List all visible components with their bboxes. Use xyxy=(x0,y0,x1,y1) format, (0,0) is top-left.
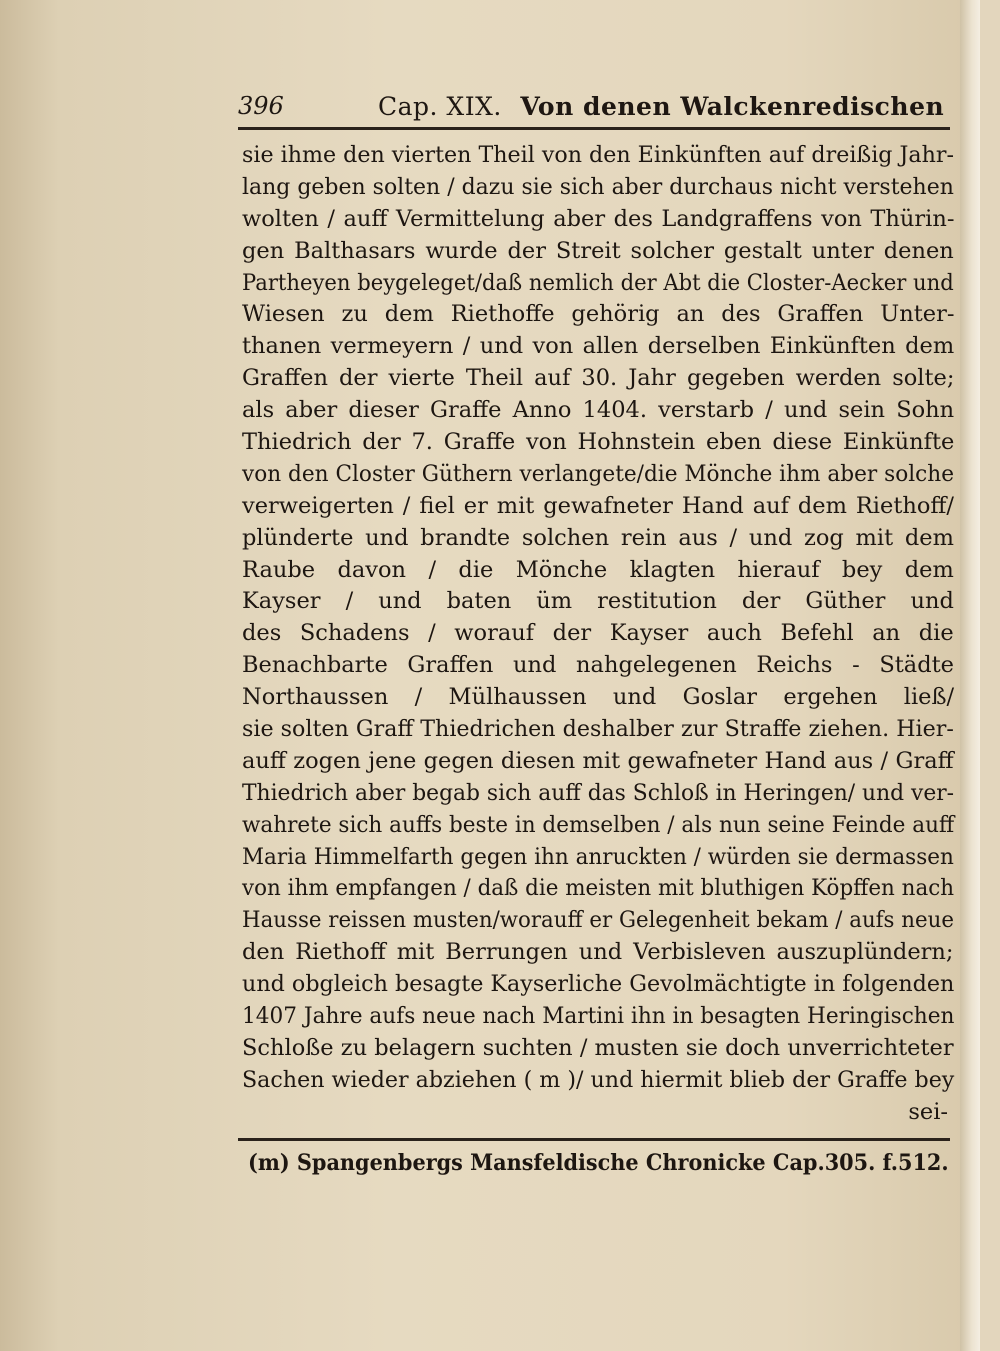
text-line: Kayser / und baten üm restitution der Güther und xyxy=(242,588,954,615)
text-line: Wiesen zu dem Riethoffe gehörig an des Graffen Unter- xyxy=(242,301,955,328)
page-edge xyxy=(960,0,980,1351)
text-line: auff zogen jene gegen diesen mit gewafneter Hand aus / Graff xyxy=(242,747,954,774)
text-line: verweigerten / fiel er mit gewafneter Hand auf dem Riethoff/ xyxy=(242,492,954,519)
page-number: 396 xyxy=(238,92,284,120)
text-line: als aber dieser Graffe Anno 1404. verstarb / und sein Sohn xyxy=(242,397,955,424)
text-line: lang geben solten / dazu sie sich aber durchaus nicht verstehen xyxy=(242,173,954,200)
title-text: Von denen Walckenredischen xyxy=(520,92,945,121)
text-line: gen Balthasars wurde der Streit solcher gestalt unter denen xyxy=(242,237,954,264)
text-line: Northaussen / Mülhaussen und Goslar ergehen ließ/ xyxy=(242,684,955,711)
text-line: Raube davon / die Mönche klagten hierauf bey dem xyxy=(242,556,954,583)
text-line: Graffen der vierte Theil auf 30. Jahr gegeben werden solte; xyxy=(242,365,955,392)
text-line: wolten / auff Vermittelung aber des Landgraffens von Thürin- xyxy=(242,205,955,232)
text-line: und obgleich besagte Kayserliche Gevolmächtigte in folgenden xyxy=(242,971,955,998)
footnote: (m) Spangenbergs Mansfeldische Chronicke Cap.305. f.512. xyxy=(248,1150,949,1176)
text-line: von ihm empfangen / daß die meisten mit bluthigen Köpffen nach xyxy=(242,875,955,902)
text-line: den Riethoff mit Berrungen und Verbisleven auszuplündern; xyxy=(242,939,954,966)
text-line: von den Closter Güthern verlangete/die Mönche ihm aber solche xyxy=(242,460,955,487)
text-line: thanen vermeyern / und von allen derselben Einkünften dem xyxy=(242,333,955,360)
running-title xyxy=(378,92,944,121)
text-line: plünderte und brandte solchen rein aus / und zog mit dem xyxy=(242,524,954,551)
chapter-label: Cap. XIX. xyxy=(378,92,502,121)
catchword: sei- xyxy=(908,1098,948,1125)
text-line: Benachbarte Graffen und nahgelegenen Reichs - Städte xyxy=(242,652,954,679)
text-line: Sachen wieder abziehen ( m )/ und hiermit blieb der Graffe bey xyxy=(242,1066,955,1093)
text-line: Partheyen beygeleget/daß nemlich der Abt die Closter-Aecker und xyxy=(242,269,954,296)
running-header xyxy=(238,88,958,128)
body-text xyxy=(242,140,954,1129)
text-line: des Schadens / worauf der Kayser auch Befehl an die xyxy=(242,620,954,647)
header-rule xyxy=(238,127,950,130)
text-line: sie ihme den vierten Theil von den Einkünften auf dreißig Jahr- xyxy=(242,142,955,168)
text-line: wahrete sich auffs beste in demselben / als nun seine Feinde auff xyxy=(242,811,955,838)
text-line: Thiedrich der 7. Graffe von Hohnstein eben diese Einkünfte xyxy=(242,429,955,456)
footnote-rule xyxy=(238,1138,950,1141)
text-line: 1407 Jahre aufs neue nach Martini ihn in besagten Heringischen xyxy=(242,1003,955,1030)
text-line: sie solten Graff Thiedrichen deshalber zur Straffe ziehen. Hier- xyxy=(242,716,954,743)
text-line: Thiedrich aber begab sich auff das Schloß in Heringen/ und ver- xyxy=(242,779,955,806)
text-line: Maria Himmelfarth gegen ihn anruckten / würden sie dermassen xyxy=(242,843,954,870)
text-line: Schloße zu belagern suchten / musten sie doch unverrichteter xyxy=(242,1034,954,1061)
text-line: Hausse reissen musten/worauff er Gelegenheit bekam / aufs neue xyxy=(242,907,954,934)
